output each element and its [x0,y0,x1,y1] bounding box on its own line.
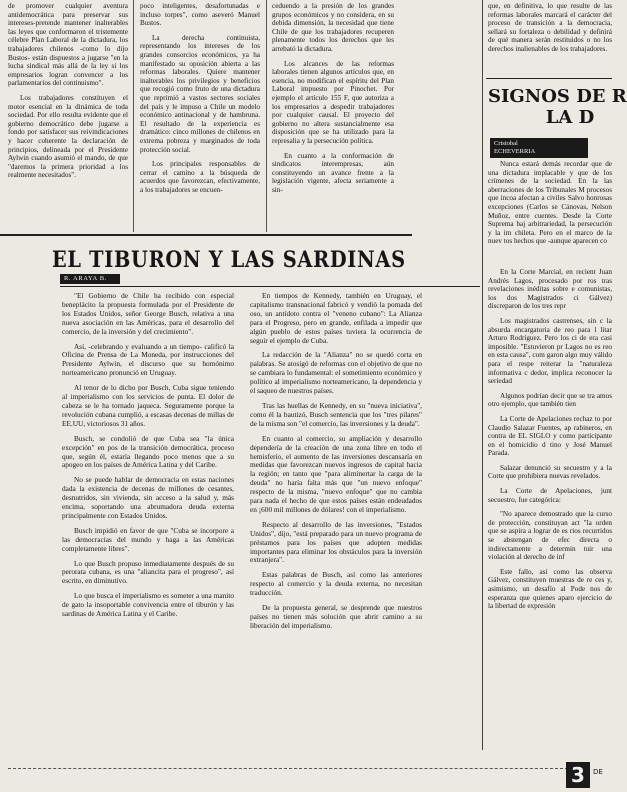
paragraph: Respecto al desarrollo de las inversiones, "Estados Unidos", dijo, "está preparado para un nuevo programa de préstamos para los países que adopten medidas importantes para eliminar los obstáculos para la inversión extranjera". [250,519,422,565]
paragraph: Los magistrados castrenses, sin c la absurda encargatoria de reo para l litar Arturo Rodríguez. Pero los ci de era casi imposible. "Estuvieron pr Lagos no es reo en esta causa", com garon algo muy válido para el respe reiterar la "naturaleza informativa c dedor, implica reconocer la seriedad [488,316,612,386]
paragraph: Lo que Busch propuso inmediatamente después de su perorata cubana, es una "aliancita para el progreso", así escrito, en diminutivo. [62,558,234,586]
paragraph: No se puede hablar de democracia en estas naciones dada la existencia de decenas de millones de cesantes, desnutridos, sin vivienda, sin acceso a la salud y, más encima, soportando una abrumadora deuda externa principalmente con Estados Unidos. [62,475,234,520]
paragraph: En cuanto a la conformación de sindicatos interempresas, aún constituyendo un avance frente a la legislación vigente, afecta seriamente a sin- [272,151,394,194]
paragraph: "No aparece demostrado que la curso de protección, constituyan act "la orden que se aspira a lograr de es rios recurridos se abstengan de efec directa o indirectamente a determin tuir una violación al derecho de inf [488,510,612,562]
column-divider [266,0,267,232]
section-rule [0,234,412,236]
side-headline-line-1: SIGNOS DE R [488,86,627,107]
page-footer [0,760,612,792]
paragraph: Estas palabras de Busch, así como las anteriores respecto al comercio y la deuda externa, no necesitan traducción. [250,570,422,598]
top-column-4 [488,2,612,64]
column-divider [133,0,134,232]
paragraph: ceduendo a la presión de los grandes grupos económicos y no considera, en su debida dimensión, la necesidad que tiene Chile de que los trabajadores recuperen plenamente todos los derechos que les arrebató la dictadura. [272,2,394,53]
paragraph: "El Gobierno de Chile ha recibido con especial beneplácito la propuesta formulada por el Presidente de los Estados Unidos, señor George Busch, relativa a una nueva asociación en las Américas, para el desarrollo del comercio, de la inversión y del crecimiento". [62,291,234,336]
page-number: 3 [566,762,590,788]
article-column-2 [250,292,422,744]
paragraph: En tiempos de Kennedy, también en Uruguay, el capitalismo transnacional fabricó y vendió la pomada del oso, un antídoto contra el "veneno cubano": La Alianza para el Progreso, pero en grande, enfilada a impedir que algún pueblo de estos países tuviera la ocurrencia de seguir el ejemplo de Cuba. [250,291,422,345]
paragraph: Al tenor de lo dicho por Busch, Cuba sigue teniendo al imperialismo con los servicios de punta. El dolor de cabeza se le ha tornado jaqueca. Seguramente porque la revolución cubana cumplió, a escasas decenas de millas de EE.UU, victoriosos 31 años. [62,383,234,428]
paragraph: Algunos podrían decir que se tra amos otro ejemplo, que también tien [488,391,612,409]
paragraph: La Corte de Apelaciones rechaz to por Claudio Salazar Fuentes, ap rabineros, en contra de EL SIGLO y como participante en el homicidio d tino y José Manuel Parada. [488,414,612,458]
paragraph: que, en definitiva, lo que resulte de las reformas laborales marcará el carácter del proceso de transición a la democracia, sellará su fortaleza o debilidad y definirá de qué manera serán restituidos o no los derechos inalienables de los trabajadores. [488,2,612,53]
paragraph: Los principales responsables de cerrar el camino a la búsqueda de acuerdos que favorezcan, efectivamente, a los trabajadores se encuen- [140,160,260,194]
section-label: DE [593,768,603,776]
paragraph: Tras las huellas de Kennedy, en su "nueva iniciativa", como él la bautizó, Busch sentencia que los "tres pilares" de la misma son "el comercio, las inversiones y la deuda". [250,400,422,428]
paragraph: Los alcances de las reformas laborales tienen algunos artículos que, en esencia, no modifican el espíritu del Plan Laboral impuesto por Pinochet. Por ejemplo el artículo 155 F, que autoriza a los empresarios a despedir trabajadores por cualquier causal. El proyecto del gobierno no altera sustancialmente esa disposición que se ha utilizado para la represalia y la persecución política. [272,59,394,145]
headline-rule [60,286,480,287]
footer-rule [8,768,568,769]
top-column-1 [8,2,128,232]
paragraph: Salazar denunció su secuestro y a la Corte que prohibiera nuevas revelados. [488,463,612,481]
paragraph: Los trabajadores constituyen el motor esencial en la dinámica de toda sociedad. Por ello resulta evidente que el gobierno democrático debe jugarse a fondo por satisfacer sus reivindicaciones y hacer coherente la declaración de principios, delineada por el Presidente Aylwin cuando asumió el mando, de que "daremos la primera prioridad a los realmente necesitados". [8,93,128,180]
side-column-top [488,160,612,262]
side-byline-line-1: Cristobal [494,140,518,147]
side-headline-line-2: LA D [545,107,595,128]
side-column-bottom [488,268,612,746]
article-byline: R. ARAYA B. [60,274,120,284]
paragraph: Busch impidió en favor de que "Cuba se incorpore a las democracias del mundo y haga a las Américas completamente libres". [62,525,234,553]
paragraph: de promover cualquier aventura antidemocrática para preservar sus intereses-pretende mantener inalterables las leyes que conformaron el tristemente célebre Plan Laboral de la dictadura, los trabajadores chilenos -como lo dijo Bustos- están dispuestos a jugarse "en la lucha sindical más allá de la ley si los empresarios logran convencer a los parlamentarios del continuismo". [8,2,128,88]
paragraph: Nunca estará demás recordar que de una dictadura implacable y que de los crímenes de la sociedad. En la las aberraciones de los Tribunales M procesos que incoa afectan a civiles Salvo honrosas excepciones (Carlos se Cánovas, Nelson Muñoz, entre cuentes. Desde la Corte Suprema baj arbitrariedad, la persecución y la im chileta. Pero en el marco de la nuev tos hechos que -aunque aparecen co [488,160,612,246]
side-article-byline [490,138,588,158]
top-column-3 [272,2,394,232]
article-column-1 [62,292,234,744]
top-column-2 [140,2,260,232]
column-divider [482,0,483,750]
paragraph: En cuanto al comercio, su ampliación y desarrollo dependería de la creación de una zona libre en todo el hemisferio, el aumento de las inversiones descansaría en medidas que favorezcan nuevos ingresos de capital hacia la región; en tanto que "para aliminertar la carga de la deuda" no haría falta más que "un nuevo enfoque" respecto de la misma, "nuevo enfoque" que no cambia para nada el hecho de que estos países están endeudados en ¡600 mil millones de dólares! con el imperialismo. [250,433,422,514]
paragraph: De la propuesta general, se desprende que nuestros países no tienen más solución que abrir camino a su liberación del imperialismo. [250,603,422,630]
paragraph: La Corte de Apelaciones, junt secuestro, fue categórica: [488,487,612,504]
article-headline: EL TIBURON Y LAS SARDINAS [52,247,406,273]
paragraph: Lo que busca el imperialismo es someter a una manito de gato la insoportable convivencia entre el tiburón y las sardinas de América Latina y el Caribe. [62,591,234,619]
paragraph: Este fallo, así como las observa Gálvez, constituyen muestras de re ces y, asimismo, un desafío al Pode nos de esperanza que quienes aparo ejercicio de la libertad de expresión [488,567,612,611]
side-byline-line-2: ECHEVERRIA [494,148,536,155]
paragraph: En la Corte Marcial, en recient Juan Andrés Lagos, procesado por ros tras revelaciones inéditas sobre e comunistas, los dos Magistrados ci Gálvez) discreparon de los tres repr [488,268,612,311]
side-section-rule [486,78,612,79]
paragraph: Busch, se condolió de que Cuba sea "la única excepción" en pos de la transición democrática, proceso que, según él, estaría llegando poco menos que a su apogeo en los países de América Latina y del Caribe. [62,433,234,470]
paragraph: poco inteligentes, desafortunadas e incluso torpes", como aseveró Manuel Bustos. [140,2,260,28]
paragraph: La redacción de la "Alianza" no se quedó corta en palabras. Se atosigó de reformas con el objetivo de que no se cambiara lo fundamental: el sometimiento económico y político al imperialismo norteamericano, la dependencia y el saqueo de nuestros países. [250,350,422,396]
side-article-headline [488,86,627,128]
paragraph: La derecha continuista, representando los intereses de los grandes consorcios económicos, ya ha manifestado su oposición abierta a las reformas laborales. Quiere mantener inalterables los privilegios y beneficios que recogió como fruto de una dictadura que reprimió a vastos sectores sociales del país y le impuso a Chile un modelo económico antinacional y de hambruna. El resultado de la experiencia es dramático: cinco millones de chilenos en extrema pobreza y marginados de toda protección social. [140,33,260,154]
paragraph: Así, -celebrando y evaluando a un tiempo- calificó la Oficina de Prensa de La Moneda, por instrucciones del Presidente Aylwin, el discurso que su homónimo norteamericano pronunció en Uruguay. [62,341,234,378]
